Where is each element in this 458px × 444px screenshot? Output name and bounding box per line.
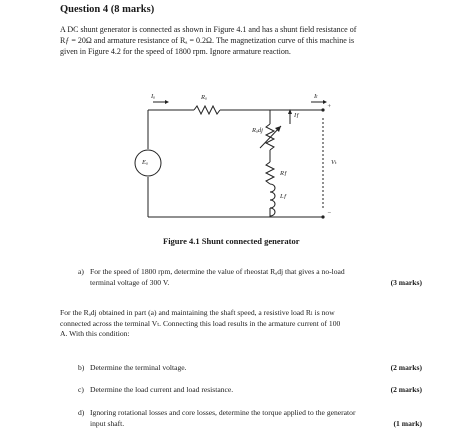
question-a-label: a) bbox=[78, 267, 84, 276]
question-a-marks: (3 marks) bbox=[390, 277, 422, 287]
question-a-line-2: terminal voltage of 300 V. bbox=[90, 277, 170, 287]
intro-paragraph bbox=[60, 24, 432, 58]
ea-label: Eₐ bbox=[142, 159, 148, 166]
rf-resistor bbox=[266, 162, 274, 184]
shunt-generator-circuit-diagram bbox=[120, 84, 345, 229]
rf-label: Rƒ bbox=[280, 170, 288, 177]
question-a-line-1: For the speed of 1800 rpm, determine the value of rheostat Rₐdj that gives a no-load bbox=[90, 267, 345, 276]
armature-source bbox=[135, 150, 161, 176]
question-b-text: Determine the terminal voltage. bbox=[90, 363, 187, 372]
question-d-line-1: Ignoring rotational losses and core losses, determine the torque applied to the generator bbox=[90, 408, 356, 417]
load-condition-paragraph bbox=[60, 308, 426, 340]
question-c-label: c) bbox=[78, 385, 84, 394]
mid-line-1: For the Rₐdj obtained in part (a) and maintaining the shaft speed, a resistive load Rₗ is now bbox=[60, 308, 335, 317]
intro-line-2: Rƒ = 20Ω and armature resistance of Rₐ = 0.2Ω. The magnetization curve of this machine is bbox=[60, 36, 355, 46]
intro-line-3: given in Figure 4.2 for the speed of 1800 rpm. Ignore armature reaction. bbox=[60, 47, 291, 57]
intro-line-1: A DC shunt generator is connected as shown in Figure 4.1 and has a shunt field resistance of bbox=[60, 25, 357, 34]
question-b-marks: (2 marks) bbox=[390, 363, 422, 372]
question-d-line-2: input shaft. bbox=[90, 418, 125, 428]
question-c-text: Determine the load current and load resistance. bbox=[90, 385, 234, 394]
figure-caption: Figure 4.1 Shunt connected generator bbox=[163, 236, 300, 246]
il-label: Iₗ bbox=[314, 93, 318, 100]
armature-resistor bbox=[194, 106, 220, 114]
terminal-top-dot bbox=[321, 108, 324, 111]
question-d-marks: (1 mark) bbox=[393, 418, 422, 428]
question-d bbox=[78, 408, 422, 429]
ia-arrow-head bbox=[165, 100, 169, 104]
question-a bbox=[78, 267, 422, 288]
mid-line-2: connected across the terminal Vₜ. Connecting this load results in the armature current of 100 bbox=[60, 318, 341, 328]
question-d-label: d) bbox=[78, 408, 85, 417]
terminal-bottom-dot bbox=[321, 215, 324, 218]
question-b bbox=[78, 363, 422, 374]
plus-label: + bbox=[327, 103, 332, 110]
vt-label: Vₜ bbox=[331, 159, 337, 166]
question-b-label: b) bbox=[78, 363, 85, 372]
minus-label: − bbox=[327, 210, 332, 217]
question-title: Question 4 (8 marks) bbox=[60, 4, 155, 15]
radj-label: Rₐdj bbox=[252, 127, 263, 134]
lf-inductor bbox=[270, 184, 275, 216]
lf-label: Lƒ bbox=[280, 193, 287, 200]
ia-label: Iₐ bbox=[151, 93, 156, 100]
question-c-marks: (2 marks) bbox=[390, 385, 422, 394]
question-c bbox=[78, 385, 422, 396]
ra-label: Rₐ bbox=[201, 94, 207, 101]
if-label: Iƒ bbox=[294, 112, 300, 119]
mid-line-3: A. With this condition: bbox=[60, 329, 130, 338]
